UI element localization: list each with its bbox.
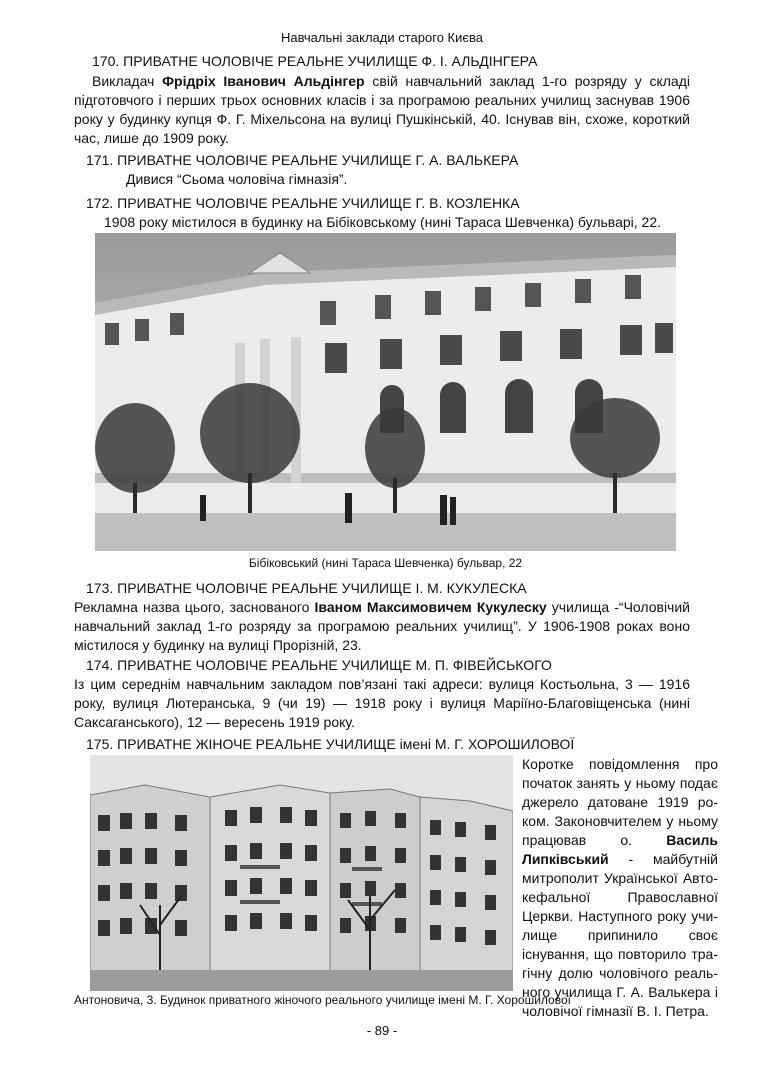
section-170-text	[74, 72, 690, 148]
building-photo-antonovycha-street	[90, 755, 513, 991]
section-173-person-name: Іваном Максимовичем Кукулеску	[314, 599, 547, 615]
section-175-text-post: - майбутній митрополит Української Автокефальної Православної Церкви. Наступного року училище припинило своє існування, що повторило трагічну долю чоловічого реального училища Г. А. Валькера і чоловічої гімназії В. І. Петра.	[522, 851, 718, 1019]
building-photo-shevchenko-boulevard	[95, 233, 676, 551]
section-175-person-name: Василь Липківський	[522, 832, 718, 867]
section-175-text-pre: Коротке повідомлення про початок занять у ньому подає джерело датоване 1919 роком. Законовчителем у ньому працював о.	[522, 756, 718, 848]
section-175-text	[522, 755, 718, 1021]
section-170-text-post: свій навчальний заклад 1-го розряду у складі підготовчого і перших трьох основних класів і за програмою реальних училищ заснував 1906 року у будинку купця Ф. Г. Міхельсона на вулиці Пушкінській, 40. Існував він, схоже, короткий час, лише до 1909 року.	[74, 73, 690, 146]
section-174-heading: 174. ПРИВАТНЕ ЧОЛОВІЧЕ РЕАЛЬНЕ УЧИЛИЩЕ М. П. ФІВЕЙСЬКОГО	[86, 657, 552, 673]
section-170-heading: 170. ПРИВАТНЕ ЧОЛОВІЧЕ РЕАЛЬНЕ УЧИЛИЩЕ Ф. І. АЛЬДІНГЕРА	[92, 53, 538, 69]
section-172-heading: 172. ПРИВАТНЕ ЧОЛОВІЧЕ РЕАЛЬНЕ УЧИЛИЩЕ Г. В. КОЗЛЕНКА	[86, 195, 520, 211]
running-header: Навчальні заклади старого Києва	[280, 30, 484, 45]
section-173-text-pre: Рекламна назва цього, заснованого	[74, 599, 315, 615]
section-173-text	[74, 598, 690, 655]
page-number: - 89 -	[366, 1023, 398, 1038]
section-172-text: 1908 року містилося в будинку на Бібіковському (нині Тараса Шевченка) бульварі, 22.	[104, 214, 661, 230]
section-173-text-post: училища -“Чоловічий навчальний заклад 1-го розряду за програмою реальних училищ”. У 1906-1908 роках воно містилося у будинку на вулиці Прорізній, 23.	[74, 599, 690, 653]
photo-caption-175: Антоновича, 3. Будинок приватного жіночого реального училище імені М. Г. Хорошилової	[74, 993, 571, 1007]
photo-caption-172: Бібіковський (нині Тараса Шевченка) бульвар, 22	[248, 556, 523, 570]
section-171-text: Дивися “Сьома чоловіча гімназія”.	[126, 171, 348, 187]
section-171-heading: 171. ПРИВАТНЕ ЧОЛОВІЧЕ РЕАЛЬНЕ УЧИЛИЩЕ Г. А. ВАЛЬКЕРА	[86, 152, 519, 168]
section-173-heading: 173. ПРИВАТНЕ ЧОЛОВІЧЕ РЕАЛЬНЕ УЧИЛИЩЕ І. М. КУКУЛЕСКА	[86, 580, 527, 596]
section-175-heading: 175. ПРИВАТНЕ ЖІНОЧЕ РЕАЛЬНЕ УЧИЛИЩЕ імені М. Г. ХОРОШИЛОВОЇ	[86, 736, 575, 752]
section-170-text-pre: Викладач	[92, 73, 163, 89]
section-170-person-name: Фрідріх Іванович Альдінгер	[162, 73, 365, 89]
section-174-text: Із цим середнім навчальним закладом пов’язані такі адреси: вулиця Костьольна, 3 — 1916 року, вулиця Лютеранська, 9 (чи 19) — 1918 року і вулиця Маріїно-Благовіщенська (нині Саксаганського), 12 — вересень 1919 року.	[74, 676, 690, 730]
